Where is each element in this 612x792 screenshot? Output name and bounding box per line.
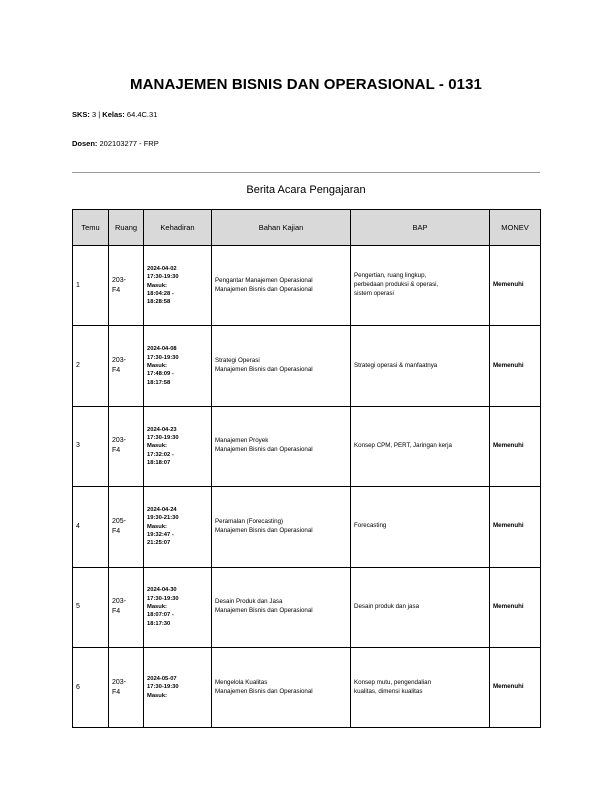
column-header-bap: BAP: [351, 210, 490, 246]
dosen-value: 202103277 - FRP: [97, 139, 159, 148]
column-header-kehadiran: Kehadiran: [144, 210, 212, 246]
table-row: [73, 647, 541, 727]
cell-kehadiran: [144, 567, 212, 647]
cell-kehadiran-line: 18:17:58: [147, 379, 171, 386]
table-row: [73, 246, 541, 326]
cell-kehadiran-line: 19:32:47 -: [147, 532, 174, 539]
cell-monev: Memenuhi: [490, 406, 541, 486]
cell-kehadiran-line: 2024-04-08: [147, 346, 177, 353]
cell-kehadiran-line: 2024-04-02: [147, 265, 177, 272]
cell-bap-line: Desain produk dan jasa: [354, 602, 420, 610]
cell-bahan-kajian-line: Manajemen Bisnis dan Operasional: [215, 285, 313, 293]
cell-ruang-line: F4: [112, 688, 121, 696]
cell-kehadiran: [144, 487, 212, 567]
teaching-record-table: [72, 209, 541, 728]
cell-bap-line: Strategi operasi & manfaatnya: [354, 361, 438, 369]
cell-ruang-line: F4: [112, 608, 121, 616]
kelas-value: 64.4C.31: [124, 110, 158, 119]
cell-kehadiran-line: 2024-04-24: [147, 506, 177, 513]
cell-kehadiran: [144, 326, 212, 406]
cell-ruang-line: F4: [112, 367, 121, 375]
cell-kehadiran-line: 2024-04-30: [147, 587, 177, 594]
sks-value: 3 |: [89, 110, 103, 119]
column-header-bahan-kajian: Bahan Kajian: [212, 210, 351, 246]
cell-kehadiran-line: 17:30-19:30: [147, 274, 179, 281]
course-title: MANAJEMEN BISNIS DAN OPERASIONAL - 0131: [129, 76, 483, 93]
cell-kehadiran-line: 21:25:07: [147, 540, 171, 547]
cell-ruang: [109, 246, 144, 326]
cell-bap-line: sistem operasi: [354, 290, 394, 298]
cell-kehadiran-line: 18:17:30: [147, 620, 171, 627]
cell-kehadiran-line: 17:30-19:30: [147, 684, 179, 691]
cell-bap-line: Forecasting: [354, 522, 387, 530]
cell-bap-line: perbedaan produksi & operasi,: [354, 281, 439, 289]
cell-kehadiran-line: 17:30-19:30: [147, 595, 179, 602]
cell-bahan-kajian-line: Mengelola Kualitas: [215, 678, 268, 686]
dosen-label: Dosen:: [72, 139, 98, 148]
cell-kehadiran-line: 17:30-19:30: [147, 354, 179, 361]
cell-temu: 6: [73, 647, 109, 727]
cell-ruang-line: 203-: [112, 356, 127, 364]
cell-bap: [351, 406, 490, 486]
divider: [72, 172, 540, 173]
cell-kehadiran-line: 18:07:07 -: [147, 612, 174, 619]
cell-kehadiran: [144, 647, 212, 727]
cell-ruang: [109, 487, 144, 567]
cell-bap: [351, 326, 490, 406]
cell-bap-line: kualitas, dimensi kualitas: [354, 687, 423, 695]
cell-bahan-kajian-line: Pengantar Manajemen Operasional: [215, 276, 313, 284]
cell-ruang: [109, 406, 144, 486]
cell-monev: Memenuhi: [490, 567, 541, 647]
cell-monev: Memenuhi: [490, 647, 541, 727]
cell-bap: [351, 246, 490, 326]
cell-bap-line: Konsep mutu, pengendalian: [354, 678, 432, 686]
cell-kehadiran-line: 18:28:58: [147, 299, 171, 306]
cell-bahan-kajian: [212, 487, 351, 567]
table-row: [73, 326, 541, 406]
cell-bahan-kajian: [212, 647, 351, 727]
column-header-monev: MONEV: [490, 210, 541, 246]
cell-ruang-line: F4: [112, 286, 121, 294]
table-body: [73, 246, 541, 728]
cell-kehadiran-line: 17:48:09 -: [147, 371, 174, 378]
cell-temu: 2: [73, 326, 109, 406]
cell-monev: Memenuhi: [490, 487, 541, 567]
cell-monev: Memenuhi: [490, 246, 541, 326]
cell-bahan-kajian: [212, 567, 351, 647]
section-title: Berita Acara Pengajaran: [246, 184, 366, 196]
cell-kehadiran-line: 18:18:07: [147, 460, 171, 467]
cell-ruang-line: 203-: [112, 678, 127, 686]
cell-kehadiran-line: 17:30-19:30: [147, 434, 179, 441]
table-row: [73, 567, 541, 647]
cell-bap: [351, 567, 490, 647]
cell-kehadiran-line: 17:32:02 -: [147, 451, 174, 458]
cell-bahan-kajian-line: Manajemen Bisnis dan Operasional: [215, 366, 313, 374]
column-header-temu: Temu: [73, 210, 109, 246]
cell-bahan-kajian-line: Manajemen Proyek: [215, 437, 269, 445]
cell-ruang: [109, 567, 144, 647]
cell-kehadiran-line: 19:30-21:30: [147, 515, 179, 522]
table-row: [73, 487, 541, 567]
cell-temu: 1: [73, 246, 109, 326]
cell-kehadiran-line: Masuk:: [147, 523, 167, 530]
cell-ruang-line: 203-: [112, 276, 127, 284]
cell-kehadiran-line: Masuk:: [147, 604, 167, 611]
cell-kehadiran: [144, 406, 212, 486]
cell-kehadiran-line: 18:04:28 -: [147, 290, 174, 297]
cell-bahan-kajian-line: Manajemen Bisnis dan Operasional: [215, 526, 313, 534]
cell-kehadiran-line: 2024-05-07: [147, 676, 177, 683]
cell-kehadiran-line: Masuk:: [147, 443, 167, 450]
cell-ruang-line: 203-: [112, 437, 127, 445]
cell-bahan-kajian: [212, 246, 351, 326]
cell-kehadiran-line: Masuk:: [147, 362, 167, 369]
cell-kehadiran-line: Masuk:: [147, 282, 167, 289]
cell-bahan-kajian-line: Manajemen Bisnis dan Operasional: [215, 607, 313, 615]
cell-ruang-line: 203-: [112, 598, 127, 606]
cell-ruang-line: F4: [112, 447, 121, 455]
cell-bap-line: Pengertian, ruang lingkup,: [354, 272, 427, 280]
cell-bahan-kajian-line: Manajemen Bisnis dan Operasional: [215, 446, 313, 454]
cell-bap: [351, 647, 490, 727]
lecturer-info: [72, 139, 159, 148]
course-meta: [72, 110, 157, 119]
cell-bap: [351, 487, 490, 567]
cell-bahan-kajian-line: Strategi Operasi: [215, 357, 260, 365]
cell-temu: 3: [73, 406, 109, 486]
kelas-label: Kelas:: [102, 110, 125, 119]
cell-ruang-line: 205-: [112, 517, 127, 525]
cell-bahan-kajian: [212, 326, 351, 406]
cell-bahan-kajian-line: Peramalan (Forecasting): [215, 517, 284, 525]
cell-ruang: [109, 647, 144, 727]
cell-bahan-kajian: [212, 406, 351, 486]
cell-temu: 4: [73, 487, 109, 567]
cell-ruang: [109, 326, 144, 406]
table-row: [73, 406, 541, 486]
cell-monev: Memenuhi: [490, 326, 541, 406]
cell-temu: 5: [73, 567, 109, 647]
cell-ruang-line: F4: [112, 527, 121, 535]
column-header-ruang: Ruang: [109, 210, 144, 246]
sks-label: SKS:: [72, 110, 90, 119]
cell-kehadiran-line: Masuk:: [147, 692, 167, 699]
cell-kehadiran-line: 2024-04-23: [147, 426, 177, 433]
cell-bahan-kajian-line: Manajemen Bisnis dan Operasional: [215, 687, 313, 695]
table-header-row: [73, 210, 541, 246]
cell-bap-line: Konsep CPM, PERT, Jaringan kerja: [354, 441, 452, 449]
cell-kehadiran: [144, 246, 212, 326]
cell-bahan-kajian-line: Desain Produk dan Jasa: [215, 598, 283, 606]
